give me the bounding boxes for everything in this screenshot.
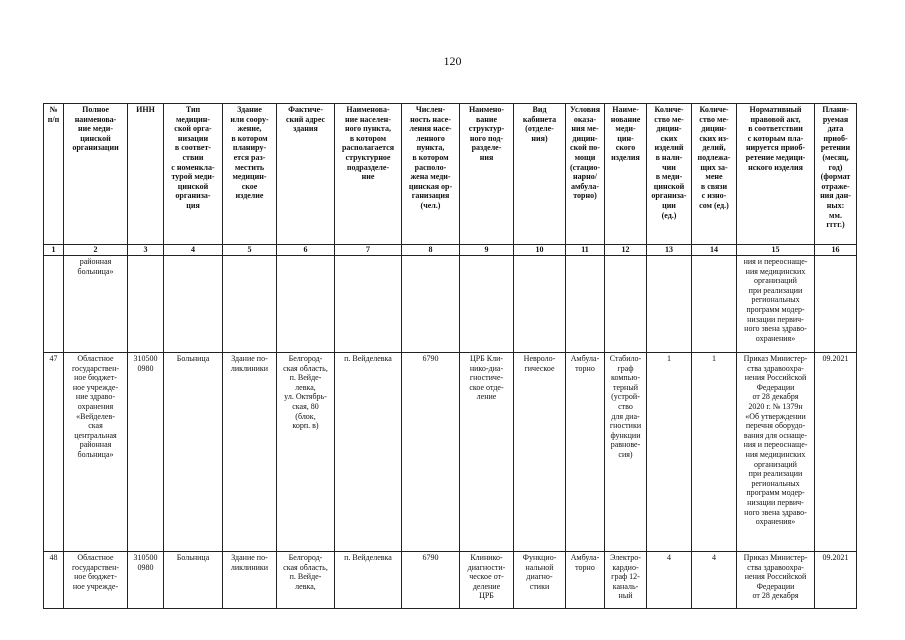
column-number: 9 xyxy=(460,245,514,256)
cell-locality: п. Вейделевка xyxy=(335,353,402,552)
cell-inn: 310500 0980 xyxy=(128,353,164,552)
page-number: 120 xyxy=(443,54,462,68)
cell-conditions: Амбула- торно xyxy=(566,552,605,609)
column-number: 15 xyxy=(737,245,815,256)
column-number: 3 xyxy=(128,245,164,256)
cell-org-name: районная больница» xyxy=(64,256,128,353)
cell-qty-replace: 4 xyxy=(692,552,737,609)
cell-empty xyxy=(605,256,647,353)
cell-cabinet: Функцио- нальной диагно- стики xyxy=(514,552,566,609)
header-address: Фактиче- ский адрес здания xyxy=(277,104,335,245)
cell-cabinet: Невроло- гическое xyxy=(514,353,566,552)
column-number: 16 xyxy=(815,245,857,256)
column-number: 10 xyxy=(514,245,566,256)
cell-address: Белгород- ская область, п. Вейде- левка, xyxy=(277,552,335,609)
header-org-type: Тип медицин- ской орга- низации в соответ- ствии с номенкла- турой меди- цинской организа- ция xyxy=(164,104,223,245)
column-number: 6 xyxy=(277,245,335,256)
cell-population: 6790 xyxy=(402,552,460,609)
column-number-row xyxy=(44,245,857,256)
header-cabinet: Вид кабинета (отделе- ния) xyxy=(514,104,566,245)
continuation-row xyxy=(44,256,857,353)
cell-qty-available: 1 xyxy=(647,353,692,552)
header-subdivision: Наимено- вание структур- ного под- разделе- ния xyxy=(460,104,514,245)
cell-empty xyxy=(815,256,857,353)
column-number: 2 xyxy=(64,245,128,256)
cell-legal-act: Приказ Министер- ства здравоохра- нения Российской Федерации от 28 декабря 2020 г. № 1379н «Об утверждении перечня оборудо- вания для оснаще- ния и переоснаще- ния медицинских организаций при реализации региональных программ модер- низации первич- ного звена здраво- охранения» xyxy=(737,353,815,552)
cell-population: 6790 xyxy=(402,353,460,552)
cell-empty xyxy=(223,256,277,353)
cell-num xyxy=(44,256,64,353)
column-number: 5 xyxy=(223,245,277,256)
header-row xyxy=(44,104,857,245)
cell-num: 47 xyxy=(44,353,64,552)
cell-inn: 310500 0980 xyxy=(128,552,164,609)
header-building: Здание или соору- жение, в котором планиру- ется раз- местить медицин- ское изделие xyxy=(223,104,277,245)
column-number: 1 xyxy=(44,245,64,256)
header-date: Плани- руемая дата приоб- ретении (месяц, год) (формат отраже- ния дан- ных: мм. гггг.) xyxy=(815,104,857,245)
cell-subdivision: Клинико- диагности- ческое от- деление ЦРБ xyxy=(460,552,514,609)
table-row xyxy=(44,353,857,552)
cell-empty xyxy=(164,256,223,353)
cell-legal-act: ния и переоснаще- ния медицинских организаций при реализации региональных программ модер- низации первич- ного звена здраво- охранения» xyxy=(737,256,815,353)
cell-building: Здание по- ликлиники xyxy=(223,353,277,552)
cell-org-name: Областное государствен- ное бюджет- ное учрежде- ние здраво- охранения «Вейделев- ская центральная районная больница» xyxy=(64,353,128,552)
header-locality: Наименова- ние населен- ного пункта, в котором располагается структурное подразделе- ние xyxy=(335,104,402,245)
cell-locality: п. Вейделевка xyxy=(335,552,402,609)
header-population: Числен- ность насе- ления насе- ленного пункта, в котором располо- жена меди- цинская ор- ганизация (чел.) xyxy=(402,104,460,245)
header-qty-available: Количе- ство ме- дицин- ских изделий в нали- чии в меди- цинской организа- ции (ед.) xyxy=(647,104,692,245)
table-row xyxy=(44,552,857,609)
cell-qty-available: 4 xyxy=(647,552,692,609)
header-device: Наиме- нование меди- цин- ского изделия xyxy=(605,104,647,245)
equipment-table xyxy=(43,103,857,609)
cell-empty xyxy=(566,256,605,353)
cell-org-type: Больница xyxy=(164,552,223,609)
column-number: 12 xyxy=(605,245,647,256)
cell-empty xyxy=(335,256,402,353)
cell-empty xyxy=(402,256,460,353)
header-org-name: Полное наименова- ние меди- цинской организации xyxy=(64,104,128,245)
cell-conditions: Амбула- торно xyxy=(566,353,605,552)
cell-date: 09.2021 xyxy=(815,353,857,552)
cell-date: 09.2021 xyxy=(815,552,857,609)
column-number: 8 xyxy=(402,245,460,256)
cell-device: Электро- кардио- граф 12- каналь- ный xyxy=(605,552,647,609)
cell-legal-act: Приказ Министер- ства здравоохра- нения Российской Федерации от 28 декабря xyxy=(737,552,815,609)
cell-empty xyxy=(692,256,737,353)
header-num: № п/п xyxy=(44,104,64,245)
header-conditions: Условия оказа- ния ме- дицин- ской по- мощи (стацио- нарно/ амбула- торно) xyxy=(566,104,605,245)
cell-empty xyxy=(647,256,692,353)
header-inn: ИНН xyxy=(128,104,164,245)
cell-address: Белгород- ская область, п. Вейде- левка, ул. Октябрь- ская, 80 (блок, корп. в) xyxy=(277,353,335,552)
cell-num: 48 xyxy=(44,552,64,609)
cell-empty xyxy=(514,256,566,353)
header-legal-act: Нормативный правовой акт, в соответствии с которым пла- нируется приоб- ретение медици- нского изделия xyxy=(737,104,815,245)
cell-empty xyxy=(128,256,164,353)
column-number: 14 xyxy=(692,245,737,256)
column-number: 4 xyxy=(164,245,223,256)
cell-building: Здание по- ликлиники xyxy=(223,552,277,609)
column-number: 7 xyxy=(335,245,402,256)
cell-subdivision: ЦРБ Кли- нико-диа- гностиче- ское отде- ление xyxy=(460,353,514,552)
cell-empty xyxy=(277,256,335,353)
column-number: 11 xyxy=(566,245,605,256)
cell-qty-replace: 1 xyxy=(692,353,737,552)
column-number: 13 xyxy=(647,245,692,256)
cell-empty xyxy=(460,256,514,353)
cell-org-name: Областное государствен- ное бюджет- ное учрежде- xyxy=(64,552,128,609)
cell-org-type: Больница xyxy=(164,353,223,552)
cell-device: Стабило- граф компью- терный (устрой- ство для диа- гностики функции равнове- сия) xyxy=(605,353,647,552)
header-qty-replace: Количе- ство ме- дицин- ских из- делий, подлежа- щих за- мене в связи с изно- сом (ед.) xyxy=(692,104,737,245)
